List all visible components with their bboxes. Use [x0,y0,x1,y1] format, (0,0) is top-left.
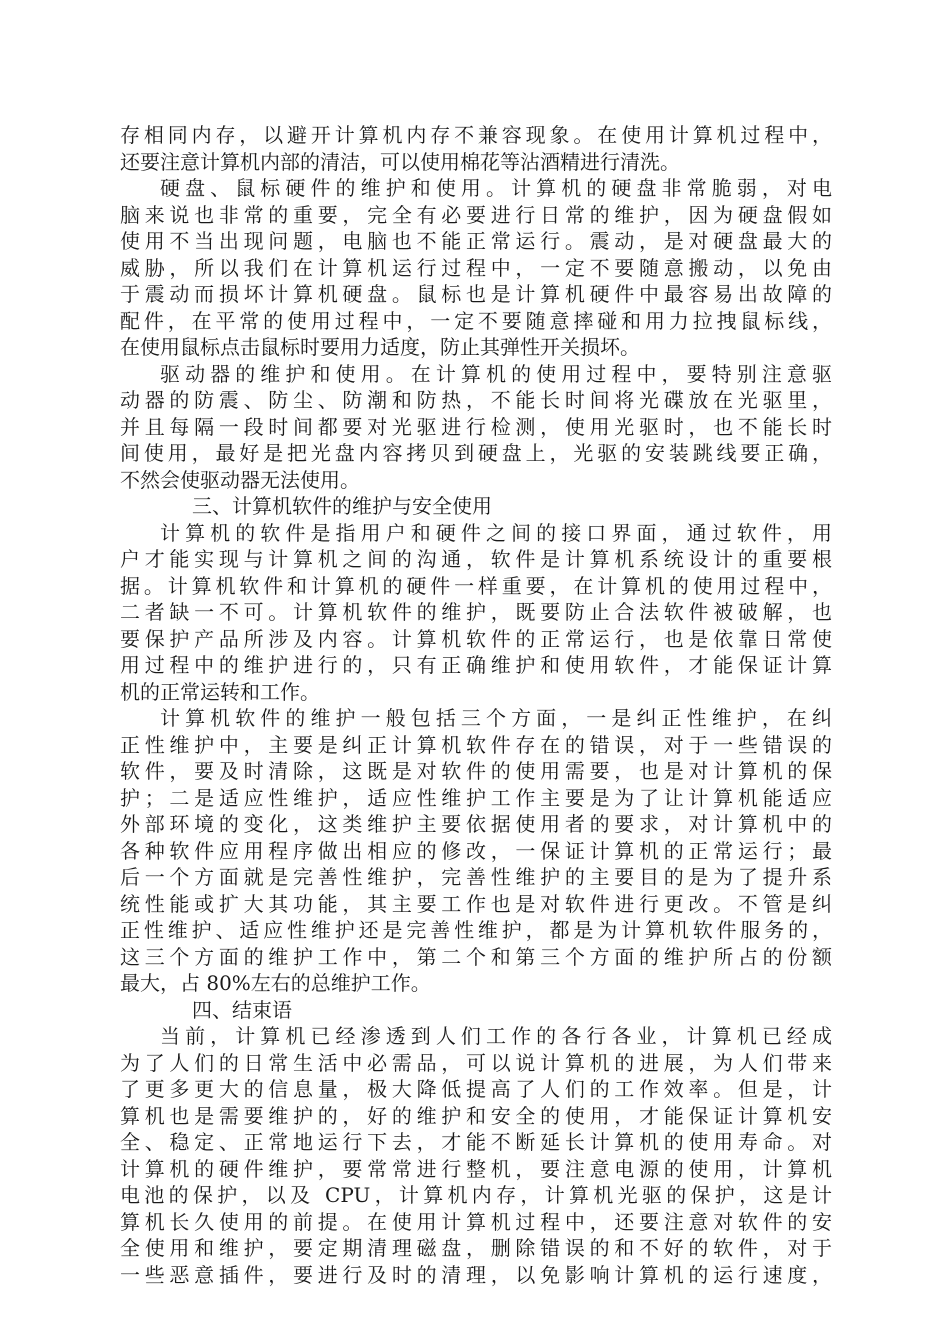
text-line: 护；二是适应性维护，适应性维护工作主要是为了让计算机能适应 [120,785,832,810]
text-line: 后一个方面就是完善性维护，完善性维护的主要目的是为了提升系 [120,865,832,889]
text-line: 使用不当出现问题，电脑也不能正常运行。震动，是对硬盘最大的 [120,229,832,253]
text-line: 威胁，所以我们在计算机运行过程中，一定不要随意搬动，以免由 [120,255,832,280]
text-line: 于震动而损坏计算机硬盘。鼠标也是计算机硬件中最容易出故障的 [120,282,832,306]
text-line: 存相同内存，以避开计算机内存不兼容现象。在使用计算机过程中， [120,123,832,147]
text-line: 脑来说也非常的重要，完全有必要进行日常的维护，因为硬盘假如 [120,202,832,227]
text-line: 在使用鼠标点击鼠标时要用力适度，防止其弹性开关损坏。 [120,335,640,359]
text-line: 硬盘、鼠标硬件的维护和使用。计算机的硬盘非常脆弱，对电 [160,176,832,200]
text-line: 动器的防震、防尘、防潮和防热，不能长时间将光碟放在光驱里， [120,388,832,412]
text-line: 这三个方面的维护工作中，第二个和第三个方面的维护所占的份额 [120,944,832,969]
text-line: 最大，占 80%左右的总维护工作。 [120,971,431,995]
text-line: 软件，要及时清除，这既是对软件的使用需要，也是对计算机的保 [120,759,832,783]
text-line: 据。计算机软件和计算机的硬件一样重要，在计算机的使用过程中， [120,573,832,598]
text-line: 统性能或扩大其功能，其主要工作也是对软件进行更改。不管是纠 [120,891,832,916]
text-line: 算机长久使用的前提。在使用计算机过程中，还要注意对软件的安 [120,1209,832,1234]
text-line: 要保护产品所涉及内容。计算机软件的正常运行，也是依靠日常使 [120,626,832,651]
text-line: 计算机的软件是指用户和硬件之间的接口界面，通过软件，用 [160,520,832,545]
text-line: 还要注意计算机内部的清洁，可以使用棉花等沾酒精进行清洗。 [120,149,680,174]
text-line: 全使用和维护，要定期清理磁盘，删除错误的和不好的软件，对于 [120,1236,832,1260]
text-line: 外部环境的变化，这类维护主要依据使用者的要求，对计算机中的 [120,812,832,836]
section-heading: 三、计算机软件的维护与安全使用 [192,494,492,518]
text-line: 配件，在平常的使用过程中，一定不要随意摔碰和用力拉拽鼠标线， [120,308,832,333]
text-line: 当前，计算机已经渗透到人们工作的各行各业，计算机已经成 [160,1024,832,1048]
text-line: 二者缺一不可。计算机软件的维护，既要防止合法软件被破解，也 [120,600,832,624]
text-line: 机的正常运转和工作。 [120,679,320,704]
text-line: 正性维护中，主要是纠正计算机软件存在的错误，对于一些错误的 [120,732,832,757]
text-line: 驱动器的维护和使用。在计算机的使用过程中，要特别注意驱 [160,361,832,386]
text-line: 间使用，最好是把光盘内容拷贝到硬盘上，光驱的安装跳线要正确， [120,441,832,465]
text-line: 了更多更大的信息量，极大降低提高了人们的工作效率。但是，计 [120,1077,832,1101]
text-line: 计算机软件的维护一般包括三个方面，一是纠正性维护，在纠 [160,706,832,730]
text-line: 电池的保护，以及 CPU，计算机内存，计算机光驱的保护，这是计 [120,1183,832,1207]
text-line: 计算机的硬件维护，要常常进行整机，要注意电源的使用，计算机 [120,1156,832,1181]
text-line: 算机也是需要维护的，好的维护和安全的使用，才能保证计算机安 [120,1103,832,1128]
section-heading: 四、结束语 [192,997,292,1022]
document-body [120,122,832,1288]
text-line: 用过程中的维护进行的，只有正确维护和使用软件，才能保证计算 [120,653,832,677]
text-line: 户才能实现与计算机之间的沟通，软件是计算机系统设计的重要根 [120,547,832,571]
text-line: 各种软件应用程序做出相应的修改，一保证计算机的正常运行；最 [120,838,832,863]
text-line: 为了人们的日常生活中必需品，可以说计算机的进展，为人们带来 [120,1050,832,1075]
text-line: 不然会使驱动器无法使用。 [120,467,360,492]
text-line: 全、稳定、正常地运行下去，才能不断延长计算机的使用寿命。对 [120,1130,832,1154]
text-line: 并且每隔一段时间都要对光驱进行检测，使用光驱时，也不能长时 [120,414,832,439]
text-line: 一些恶意插件，要进行及时的清理，以免影响计算机的运行速度， [120,1262,832,1287]
text-line: 正性维护、适应性维护还是完善性维护，都是为计算机软件服务的， [120,918,832,942]
